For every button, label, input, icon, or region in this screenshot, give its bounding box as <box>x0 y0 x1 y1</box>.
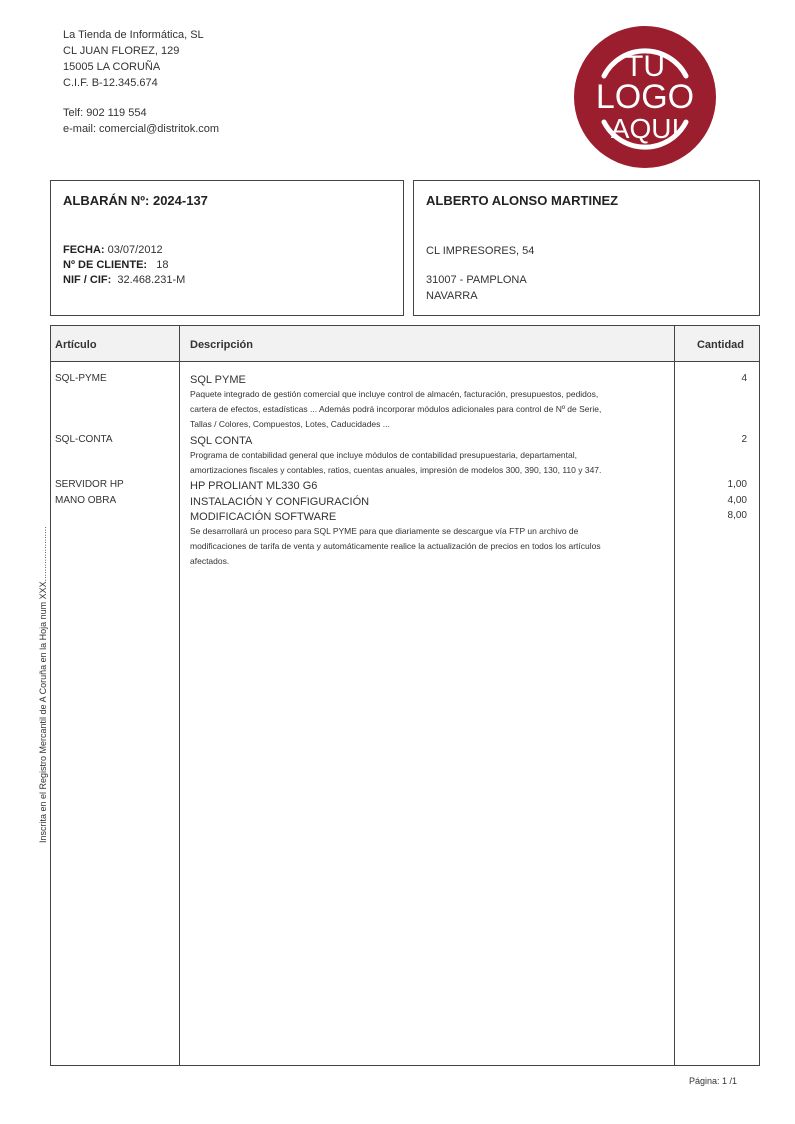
logo-line-3: AQUI <box>610 113 680 144</box>
client-number-label: Nº DE CLIENTE: <box>63 259 148 271</box>
column-divider <box>179 326 180 1065</box>
item-detail: cartera de efectos, estadísticas ... Además podrá incorporar módulos adicionales para control de Nº de Serie, <box>190 404 602 414</box>
item-description <box>190 373 660 432</box>
item-description <box>190 495 660 509</box>
nif-value: 32.468.231-M <box>117 274 186 286</box>
client-number-value: 18 <box>156 259 169 271</box>
item-detail: Tallas / Colores, Compuestos, Lotes, Caducidades ... <box>190 419 390 429</box>
item-description <box>190 434 660 478</box>
client-city: 31007 - PAMPLONA <box>426 274 527 286</box>
items-table <box>50 325 760 1066</box>
company-cif: C.I.F. B-12.345.674 <box>63 77 158 89</box>
document-info-box <box>50 180 404 316</box>
item-quantity: 1,00 <box>727 479 747 490</box>
item-description <box>190 479 660 493</box>
company-city: 15005 LA CORUÑA <box>63 61 161 73</box>
header-description: Descripción <box>190 339 253 351</box>
company-phone: Telf: 902 119 554 <box>63 107 147 119</box>
client-street: CL IMPRESORES, 54 <box>426 245 535 257</box>
article-code: SQL-CONTA <box>55 434 113 445</box>
item-quantity: 8,00 <box>727 510 747 521</box>
item-quantity: 2 <box>741 434 747 445</box>
nif-label: NIF / CIF: <box>63 274 112 286</box>
item-description <box>190 510 660 569</box>
item-name: MODIFICACIÓN SOFTWARE <box>190 511 337 523</box>
logo-line-1: TU <box>625 50 665 83</box>
item-detail: Programa de contabilidad general que incluye módulos de contabilidad presupuestaria, departamental, <box>190 450 577 460</box>
company-email: e-mail: comercial@distritok.com <box>63 123 220 135</box>
item-detail: afectados. <box>190 556 230 566</box>
registry-note: Inscrita en el Registro Mercantil de A Coruña en la Hoja num XXX...................... <box>38 526 48 843</box>
item-name: SQL CONTA <box>190 435 253 447</box>
item-name: HP PROLIANT ML330 G6 <box>190 480 318 492</box>
date-value: 03/07/2012 <box>107 244 163 256</box>
document-title: ALBARÁN Nº: 2024-137 <box>63 193 208 208</box>
article-code: MANO OBRA <box>55 495 117 506</box>
company-info <box>63 27 219 137</box>
logo-line-2: LOGO <box>595 78 695 116</box>
item-name: INSTALACIÓN Y CONFIGURACIÓN <box>190 496 370 508</box>
item-detail: Se desarrollará un proceso para SQL PYME para que diariamente se descargue vía FTP un archivo de <box>190 526 579 536</box>
item-detail: Paquete integrado de gestión comercial que incluye control de almacén, facturación, presupuestos, pedidos, <box>190 389 599 399</box>
company-logo <box>574 26 716 168</box>
item-quantity: 4 <box>741 373 747 384</box>
company-name: La Tienda de Informática, SL <box>63 29 204 41</box>
item-quantity: 4,00 <box>727 495 747 506</box>
document-meta <box>63 243 185 288</box>
client-address <box>426 243 534 304</box>
client-region: NAVARRA <box>426 290 478 302</box>
item-detail: modificaciones de tarifa de venta y automáticamente realice la actualización de precios en todos los artículos <box>190 541 601 551</box>
client-name: ALBERTO ALONSO MARTINEZ <box>426 193 619 208</box>
client-info-box <box>413 180 760 316</box>
table-header <box>51 326 759 362</box>
column-divider <box>674 326 675 1065</box>
date-label: FECHA: <box>63 244 105 256</box>
item-name: SQL PYME <box>190 374 246 386</box>
company-street: CL JUAN FLOREZ, 129 <box>63 45 180 57</box>
article-code: SERVIDOR HP <box>55 479 124 490</box>
page-number: Página: 1 /1 <box>689 1076 738 1086</box>
item-detail: amortizaciones fiscales y contables, ratios, cuentas anuales, impresión de modelos 300, 390, 130, 110 y 347. <box>190 465 602 475</box>
header-quantity: Cantidad <box>696 339 744 351</box>
header-article: Artículo <box>55 339 97 351</box>
article-code: SQL-PYME <box>55 373 107 384</box>
